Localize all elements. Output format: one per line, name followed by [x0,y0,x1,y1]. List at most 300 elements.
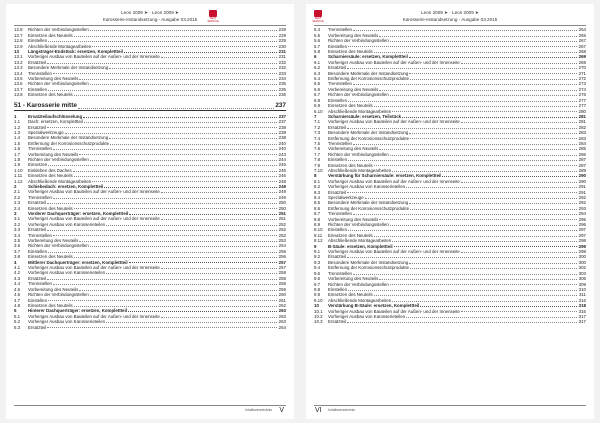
toc-entry-title: Einstellen [28,297,48,303]
toc-entry-page: 290 [578,173,586,179]
toc-dot-leader [90,246,277,247]
toc-dot-leader [402,117,577,118]
toc-entry-title: Ersatzteil [28,200,47,206]
toc-entry-title: Einkleben des Daches [28,167,72,173]
toc-entry-title: Vorbereitung des Neuteils [28,76,79,82]
toc-entry-title: Richten der Verbindungsstellen [28,81,89,87]
toc-entry-number: 5.6 [314,38,321,44]
toc-entry-number: 6.5 [314,81,321,87]
toc-entry-page: 248 [278,178,286,184]
toc-entry-number: 12.8 [14,27,23,33]
toc-entry-title: Richten der Verbindungsstellen [28,156,89,162]
toc-entry-number: 4.5 [14,286,21,292]
toc-dot-leader [347,128,577,129]
toc-dot-leader [79,290,277,291]
toc-entry-page: 237 [278,119,286,125]
toc-entry-number: 13.2 [14,59,23,65]
toc-entry-page: 255 [278,248,286,254]
toc-dot-leader [390,41,577,42]
toc-entry-number: 9.7 [314,281,321,287]
toc-dot-leader [353,274,577,275]
toc-entry-number: 8.6 [314,205,321,211]
toc-entry-title: Einsetzen des Neuteils [28,302,73,308]
toc-entry[interactable] [14,92,286,97]
toc-entry-page: 300 [578,254,586,260]
toc-dot-leader [53,149,277,150]
toc-entry-title: Vorbereitung des Neuteils [28,151,79,157]
toc-entry-number: 3.5 [14,238,21,244]
toc-entry-title: Einsetzen des Neuteils [328,292,373,298]
toc-dot-leader [461,252,577,253]
toc-entry-title: Ersatzteil [328,254,347,260]
toc-entry-title: Vorheriger Ausbau von Karosserieteilen [28,221,106,227]
toc-dot-leader [409,73,577,74]
toc-entry-number: 3 [14,211,17,216]
toc-entry-page: 258 [278,275,286,281]
toc-dot-leader [109,138,277,139]
toc-entry-page: 256 [278,254,286,260]
toc-entry-title: Ersatzteil [28,124,47,130]
toc-entry-number: 5.5 [314,32,321,38]
toc-entry-number: 8.1 [314,178,321,184]
toc-entry-page: 246 [278,173,286,179]
toc-dot-leader [461,182,577,183]
toc-dot-leader [74,95,277,96]
toc-entry-title: Vorheriger Ausbau von Karosserieteilen [328,313,406,319]
toc-entry-number: 10 [314,303,319,309]
toc-entry-number: 13.7 [14,86,23,92]
toc-entry-title: Richten der Verbindungsstellen [328,222,389,228]
toc-dot-leader [348,160,577,161]
toc-entry-page: 229 [278,38,286,44]
toc-dot-leader [74,176,277,177]
toc-entry-title: Vorheriger Ausbau von Bauteilen auf der Außen- und der Innenseite [328,249,460,255]
toc-entry-title: Vorbereitung des Neuteils [28,238,79,244]
toc-entry-title: Hinterer Dachquerträger: ersetzen, Komplettteil [28,308,128,314]
header-subtitle: Karosserie-Instandsetzung - Ausgabe 03.2015 [102,17,198,22]
toc-entry-page: 244 [278,156,286,162]
toc-entry-title: Einstellen [28,38,48,44]
toc-entry-title: Einsetzen des Neuteils [28,173,73,179]
seat-logo-icon [206,10,220,23]
toc-dot-leader [379,219,577,220]
toc-entry-number: 3.4 [14,232,21,238]
toc-entry-title: Trennstellen [28,232,52,238]
toc-entry-page: 262 [278,302,286,308]
toc-entry-title: Einstellen [328,286,348,292]
toc-dot-leader [353,84,577,85]
toc-entry-number: 5.3 [14,324,21,330]
toc-entry-page: 274 [578,86,586,92]
toc-entry-page: 249 [278,183,286,189]
toc-dot-leader [347,68,577,69]
toc-entry-number: 10.3 [314,319,323,325]
toc-dot-leader [374,52,577,53]
toc-entry-title: Vorheriger Ausbau von Bauteilen auf der Außen- und der Innenseite [328,119,460,125]
toc-entry-title: Vorheriger Ausbau von Bauteilen auf der Außen- und der Innenseite [328,59,460,65]
toc-entry-number: 4.3 [14,275,21,281]
toc-entry-number: 7.7 [314,151,321,157]
toc-entry-page: 232 [278,59,286,65]
header-divider [14,25,286,26]
toc-entry-page: 263 [278,313,286,319]
toc-entry-page: 306 [578,276,586,282]
toc-entry-page: 234 [278,76,286,82]
toc-entry-page: 269 [578,59,586,65]
toc-entry-title: Richten der Verbindungsstellen [28,243,89,249]
toc-entry-title: Ersatzteil [328,189,347,195]
toc-entry-title: Entfernung der Korrosionsschutzprodukte [328,205,410,211]
toc-entry-title: Abschließende Montagearbeiten [28,43,92,49]
toc-entry-title: Trennstellen [28,146,52,152]
toc-entry-page: 252 [278,232,286,238]
toc-entry-title: Trennstellen [328,270,352,276]
toc-entry-number: 4.1 [14,265,21,271]
toc-entry-number: 5.2 [14,319,21,325]
toc-entry-title: Vorbereitung des Neuteils [328,216,379,222]
toc-entry-title: Trennstellen [328,81,352,87]
toc-entry-title: Vorheriger Ausbau von Karosserieteilen [28,319,106,325]
toc-dot-leader [53,235,277,236]
toc-dot-leader [161,317,277,318]
toc-entry-page: 235 [278,86,286,92]
toc-entry-number: 6.9 [314,103,321,109]
page-footer [314,405,586,415]
toc-entry-page: 243 [278,151,286,157]
toc-dot-leader [110,144,277,145]
toc-entry-number: 9.4 [314,265,321,271]
toc-entry-title: Entfernung der Korrosionsschutzprodukte [328,265,410,271]
toc-entry[interactable] [314,319,586,324]
toc-entry-title: Einstellen [28,248,48,254]
toc-entry-page: 245 [278,162,286,168]
toc-entry-page: 272 [578,76,586,82]
toc-entry-page: 252 [278,227,286,233]
toc-dot-leader [406,317,577,318]
toc-dot-leader [392,171,577,172]
toc-dot-leader [74,36,277,37]
toc-entry-title: Ersatzteil [328,319,347,325]
toc-entry-page: 295 [578,216,586,222]
toc-entry-page: 292 [578,195,586,200]
toc-dot-leader [129,262,277,263]
toc-entry-page: 311 [579,292,586,298]
toc-entry-number: 8.3 [314,189,321,195]
toc-dot-leader [106,322,277,323]
toc-entry-title: Richten der Verbindungsstellen [28,27,89,33]
toc-entry-number: 3.2 [14,221,21,227]
toc-entry-title: Entfernung der Korrosionsschutzprodukte [328,76,410,82]
toc-dot-leader [92,181,277,182]
toc-entry-title: Entfernung der Korrosionsschutzprodukte [328,135,410,141]
toc-entry-number: 6.10 [314,108,323,114]
toc-entry-number: 6.6 [314,86,321,92]
toc-entry-page: 316 [578,297,586,303]
toc-dot-leader [47,327,277,328]
toc-entry-title: Ersatzteil [28,59,47,65]
toc-entry-number: 8.10 [314,227,323,233]
toc-entry-number: 9.5 [314,270,321,276]
page-footer [14,405,286,415]
toc-entry-number: 5 [14,308,17,314]
toc-entry-number: 1.6 [14,146,21,152]
toc-dot-leader [374,165,577,166]
toc-entry-number: 9.2 [314,254,321,260]
toc-entry-page: 273 [578,81,586,87]
toc-entry-number: 5.4 [314,27,321,33]
toc-entry-number: 1.12 [14,178,23,184]
left-page [6,4,294,419]
toc-entry-number: 8.2 [314,184,321,190]
toc-dot-leader [90,30,277,31]
toc-entry-number: 1.10 [14,167,23,173]
toc-entry-page: 238 [278,129,286,135]
toc-entry-title: Vorbereitung des Neuteils [328,86,379,92]
toc-entry-title: Trennstellen [328,27,352,33]
toc-entry-number: 1.5 [14,140,21,146]
toc-entry-number: 1.3 [14,129,21,135]
toc-entry-title: Vorheriger Ausbau von Karosserieteilen [328,184,406,190]
seat-logo-icon [311,10,325,23]
toc-dot-leader [461,63,577,64]
toc-entry-title: Besondere Merkmale der Instandsetzung [328,200,409,206]
toc-entry-page: 297 [578,227,586,233]
toc-entry-title: Ersatzteilaufschlüsselung [28,113,83,119]
toc-entry-title: Vorheriger Ausbau von Bauteilen auf der Außen- und der Innenseite [28,189,160,195]
toc-dot-leader [374,236,577,237]
toc-entry-title: 51 - Karosserie mitte [14,102,77,110]
toc-dot-leader [90,295,277,296]
toc-dot-leader [379,149,577,150]
toc-dot-leader [74,306,277,307]
toc-entry-page: 253 [278,238,286,244]
toc-entry-title: Vorderer Dachquerträger: ersetzen, Komplettteil [28,211,129,216]
toc-entry-number: 2.2 [14,194,21,200]
toc-entry-number: 13.4 [14,70,23,76]
toc-entry-number: 1.1 [14,119,21,125]
toc-entry-title: B-Säule: ersetzen, Komplettteil [328,243,393,249]
toc-entry-page: 229 [278,32,286,38]
toc-entry-page: 270 [578,65,586,71]
toc-entry-page: 310 [578,286,586,292]
toc-dot-leader [410,209,577,210]
toc-entry-number: 1.9 [14,162,21,168]
toc-entry-title: Einstellen [28,86,48,92]
toc-entry-number: 2 [14,183,17,189]
toc-entry-page: 284 [578,140,586,146]
toc-entry-title: Besondere Merkmale der Instandsetzung [328,70,409,76]
toc-entry-number: 9.9 [314,292,321,298]
toc-dot-leader [347,192,577,193]
toc-entry-number: 4.2 [14,270,21,276]
toc-entry-title: Einstellen [328,43,348,49]
toc-dot-leader [409,57,577,58]
toc-entry-number: 13 [14,49,19,55]
toc-entry[interactable] [14,324,286,329]
footer-label: Inhaltsverzeichnis [245,408,272,412]
toc-dot-leader [47,203,277,204]
toc-entry-title: Einsetzen des Neuteils [28,32,73,38]
toc-entry-title: Vorheriger Ausbau von Bauteilen auf der Außen- und der Innenseite [28,54,160,60]
toc-dot-leader [406,187,577,188]
toc-entry-number: 9.1 [314,249,321,255]
toc-entry-title: Dach: ersetzen, Komplettteil [28,119,83,125]
toc-entry-number: 6.8 [314,97,321,103]
toc-entry-title: Abschließende Montagearbeiten [328,108,392,114]
toc-entry-number: 13.5 [14,76,23,82]
toc-entry-page: 238 [278,124,286,130]
toc-entry-title: Abschließende Montagearbeiten [28,178,92,184]
header-subtitle: Karosserie-Instandsetzung - Ausgabe 03.2015 [402,17,498,22]
toc-entry-number: 1.7 [14,151,21,157]
toc-entry-page: 302 [578,265,586,271]
toc-dot-leader [106,225,277,226]
toc-entry-title: Einsetzen des Neuteils [28,205,73,211]
toc-entry-number: 7.8 [314,157,321,163]
toc-entry-title: Trennstellen [328,211,352,217]
toc-dot-leader [79,241,277,242]
toc-dot-leader [394,246,577,247]
toc-entry-number: 5.1 [14,313,21,319]
toc-entry-page: 260 [278,292,286,298]
toc-dot-leader [161,192,277,193]
toc-entry-page: 249 [278,194,286,200]
toc-entry-page: 240 [278,140,286,146]
toc-dot-leader [353,30,577,31]
toc-entry-number: 7.10 [314,167,323,173]
toc-dot-leader [348,290,577,291]
toc-entry-title: Vorbereitung des Neuteils [28,286,79,292]
toc-entry-title: Einsetzen des Neuteils [328,162,373,168]
toc-entry-page: 238 [278,135,286,141]
toc-entry-page: 252 [278,221,286,227]
toc-entry-page: 289 [578,167,586,173]
toc-dot-leader [461,311,577,312]
toc-dot-leader [48,252,277,253]
toc-entry-number: 13.6 [14,81,23,87]
toc-entry-page: 291 [578,184,586,190]
toc-entry-title: Vorbereitung des Neuteils [328,32,379,38]
toc-entry-page: 299 [578,249,586,255]
toc-entry-page: 285 [578,146,586,152]
toc-entry-number: 12.9 [14,43,23,49]
toc-dot-leader [48,300,277,301]
toc-entry-title: Einsetzen des Neuteils [328,49,373,55]
toc-dot-leader [420,306,577,307]
toc-entry-title: Trennstellen [28,281,52,287]
toc-dot-leader [53,198,277,199]
toc-entry-number: 7.4 [314,135,321,141]
toc-entry-title: Trennstellen [328,140,352,146]
toc-dot-leader [347,257,577,258]
toc-dot-leader [379,90,577,91]
toc-entry-number: 1.8 [14,156,21,162]
toc-entry-number: 3.7 [14,248,21,254]
toc-entry-page: 257 [278,265,286,271]
toc-entry-number: 9.10 [314,297,323,303]
toc-entry-page: 293 [578,205,586,211]
toc-dot-leader [48,165,277,166]
toc-entry-page: 237 [278,113,286,119]
toc-entry-number: 4.8 [14,302,21,308]
toc-entry-number: 6.7 [314,92,321,98]
toc-entry-page: 298 [578,238,586,244]
toc-entry-number: 6 [314,54,317,60]
toc-entry-number: 6.1 [314,59,321,65]
header-model: Leon 2009 ➤ · Leon 2009 ➤ [121,10,179,15]
toc-chapter-heading[interactable] [14,101,286,111]
toc-entry-title: Verstärkung für Scharniersäule: ersetzen, Komplettteil [328,173,442,179]
toc-entry-number: 9 [314,243,317,249]
toc-dot-leader [83,117,277,118]
toc-entry-page: 271 [578,70,586,76]
toc-dot-leader [379,36,577,37]
toc-entry-page: 258 [278,270,286,276]
toc-entry-page: 309 [578,281,586,287]
toc-entry-title: Abschließende Montagearbeiten [328,167,392,173]
toc-entry-number: 6.4 [314,76,321,82]
toc-entry-number: 3.8 [14,254,21,260]
toc-entry-page: 316 [578,308,586,314]
toc-entry-page: 237 [275,102,286,110]
toc-entry-page: 291 [578,189,586,195]
toc-dot-leader [161,268,277,269]
toc-dot-leader [47,279,277,280]
toc-dot-leader [128,311,277,312]
toc-dot-leader [442,176,577,177]
toc-dot-leader [374,106,577,107]
toc-dot-leader [390,284,577,285]
toc-entry-title: Ersatzteil [28,275,47,281]
toc-entry-number: 3.3 [14,227,21,233]
toc-entry-title: Richten der Verbindungsstellen [328,38,389,44]
toc-entry-title: Vorheriger Ausbau von Bauteilen auf der Außen- und der Innenseite [28,216,160,222]
toc-entry-number: 1.4 [14,135,21,141]
toc-dot-leader [79,79,277,80]
toc-entry-number: 8.8 [314,216,321,222]
toc-entry-page: 281 [578,119,586,125]
toc-entry-number: 8 [314,173,317,179]
toc-entry-page: 257 [278,259,286,265]
toc-entry-page: 287 [578,162,586,168]
toc-entry-page: 263 [278,319,286,325]
toc-dot-leader [365,198,577,199]
toc-entry-number: 9.6 [314,276,321,282]
toc-dot-leader [47,127,277,128]
toc-entry-number: 8.4 [314,195,321,200]
toc-entry-page: 264 [278,324,286,330]
toc-entry-title: Spezialwerkzeuge [28,129,64,135]
toc-dot-leader [92,46,277,47]
toc-dot-leader [129,214,277,215]
toc-entry-page: 296 [578,222,586,228]
header-divider [314,25,586,26]
toc-entry-title: Besondere Merkmale der Instandsetzung [328,130,409,136]
toc-entry-page: 263 [278,308,286,314]
toc-dot-leader [74,257,277,258]
toc-entry-page: 264 [578,27,586,33]
toc-entry-page: 269 [578,54,586,60]
toc-entry-number: 7.9 [314,162,321,168]
toc-entry-title: Einstellen [328,227,348,233]
toc-dot-leader [161,219,277,220]
toc-dot-leader [348,46,577,47]
toc-dot-leader [379,279,577,280]
toc-dot-leader [461,122,577,123]
toc-entry-number: 5.8 [314,49,321,55]
toc-entry-title: Ersatzteil [328,65,347,71]
toc-entry-page: 287 [578,157,586,163]
